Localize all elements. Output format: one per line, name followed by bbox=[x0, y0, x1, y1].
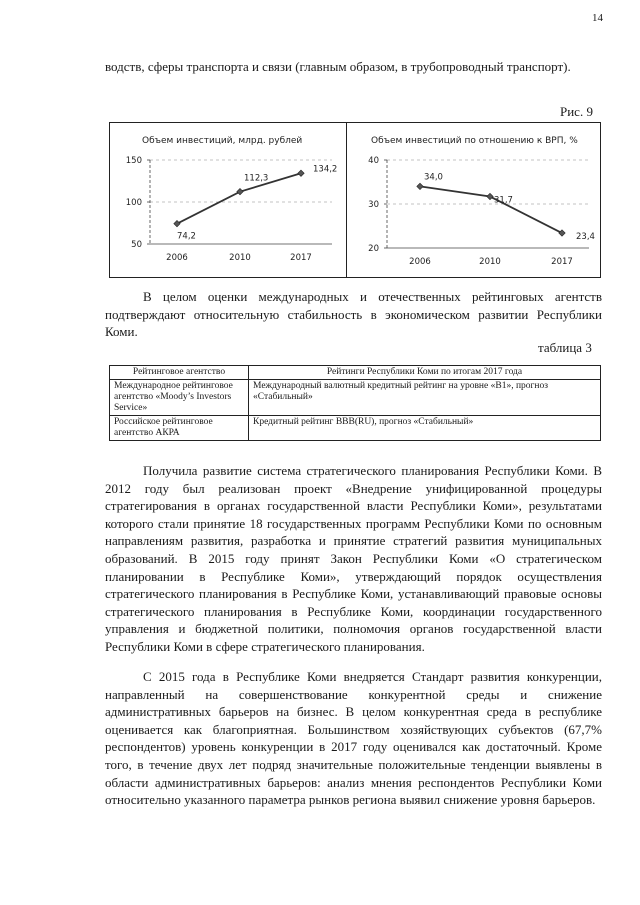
x-tick-label: 2017 bbox=[551, 257, 573, 267]
table-header-ratings: Рейтинги Республики Коми по итогам 2017 года bbox=[249, 366, 601, 380]
table-cell-rating: Кредитный рейтинг BBB(RU), прогноз «Стабильный» bbox=[249, 416, 601, 441]
chart-title: Объем инвестиций по отношению к ВРП, % bbox=[371, 136, 578, 146]
figure-label: Рис. 9 bbox=[560, 104, 593, 119]
data-label: 23,4 bbox=[576, 232, 595, 243]
ratings-table bbox=[109, 365, 601, 441]
series-line bbox=[177, 173, 301, 223]
chart-investment-volume-svg bbox=[110, 123, 342, 277]
chart-investment-volume bbox=[110, 123, 342, 277]
y-tick-label: 30 bbox=[368, 200, 379, 210]
data-label: 31,7 bbox=[494, 195, 513, 206]
table-cell-agency: Международное рейтинговое агентство «Moody’s Investors Service» bbox=[110, 380, 249, 416]
data-point-marker bbox=[237, 188, 243, 194]
x-tick-label: 2006 bbox=[166, 253, 188, 263]
data-label: 34,0 bbox=[424, 172, 443, 183]
chart-investment-grp-ratio bbox=[346, 123, 601, 277]
data-label: 134,2 bbox=[313, 164, 338, 175]
planning-paragraph: Получила развитие система стратегического планирования Республики Коми. В 2012 году был реализован проект «Внедрение унифицированной процедуры стратегирования в органах государственной власти Республики Коми», результатами которого стали принятие 18 государственных программ Республики Коми по основным направлениям развития, разработка и принятие стратегий развития муниципальных образований. В 2015 году принят Закон Республики Коми «О стратегическом планировании в Республике Коми», утверждающий порядок осуществления стратегического планирования в Республике Коми, устанавливающий правовые основы стратегического планирования в Республике Коми, координации государственного управления и бюджетной политики, полномочия органов государственной власти Республики Коми в сфере стратегического планирования. bbox=[105, 463, 602, 654]
y-tick-label: 40 bbox=[368, 156, 379, 166]
x-tick-label: 2010 bbox=[229, 253, 251, 263]
data-label: 112,3 bbox=[244, 173, 269, 184]
figure-charts bbox=[109, 122, 601, 278]
table-row bbox=[110, 416, 601, 441]
series-line bbox=[420, 186, 562, 233]
x-tick-label: 2010 bbox=[479, 257, 501, 267]
table-row bbox=[110, 380, 601, 416]
y-tick-label: 50 bbox=[131, 240, 142, 250]
table-label: таблица 3 bbox=[538, 340, 592, 355]
page-number: 14 bbox=[592, 12, 603, 24]
table-header-row bbox=[110, 366, 601, 380]
data-point-marker bbox=[417, 183, 423, 189]
x-tick-label: 2017 bbox=[290, 253, 312, 263]
chart-investment-grp-ratio-svg bbox=[347, 123, 601, 277]
competition-paragraph: С 2015 года в Республике Коми внедряется Стандарт развития конкуренции, направленный на совершенствование конкурентной среды и снижение административных барьеров на бизнес. В целом конкурентная среда в республике оценивается как благоприятная. Большинством хозяйствующих субъектов (67,7% респондентов) уровень конкуренции в 2017 году оценивался как достаточный. Кроме того, в течение двух лет подряд значительные положительные тенденции выявлены в области административных барьеров: анализ мнения респондентов Республики Коми относительно указанного параметра рынков региона выявил снижение уровня барьеров. bbox=[105, 669, 602, 808]
data-point-marker bbox=[298, 170, 304, 176]
table-cell-agency: Российское рейтинговое агентство АКРА bbox=[110, 416, 249, 441]
y-tick-label: 20 bbox=[368, 244, 379, 254]
ratings-paragraph: В целом оценки международных и отечественных рейтинговых агентств подтверждают относительную стабильность в экономическом развитии Республики Коми. bbox=[105, 289, 602, 340]
y-tick-label: 100 bbox=[125, 198, 142, 208]
data-point-marker bbox=[174, 220, 180, 226]
table-cell-rating: Международный валютный кредитный рейтинг на уровне «B1», прогноз «Стабильный» bbox=[249, 380, 601, 416]
y-tick-label: 150 bbox=[125, 156, 142, 166]
table-header-agency: Рейтинговое агентство bbox=[110, 366, 249, 380]
intro-paragraph: водств, сферы транспорта и связи (главным образом, в трубопроводный транспорт). bbox=[105, 59, 571, 74]
data-point-marker bbox=[487, 193, 493, 199]
data-point-marker bbox=[559, 230, 565, 236]
chart-title: Объем инвестиций, млрд. рублей bbox=[142, 136, 303, 146]
data-label: 74,2 bbox=[177, 231, 196, 242]
x-tick-label: 2006 bbox=[409, 257, 431, 267]
